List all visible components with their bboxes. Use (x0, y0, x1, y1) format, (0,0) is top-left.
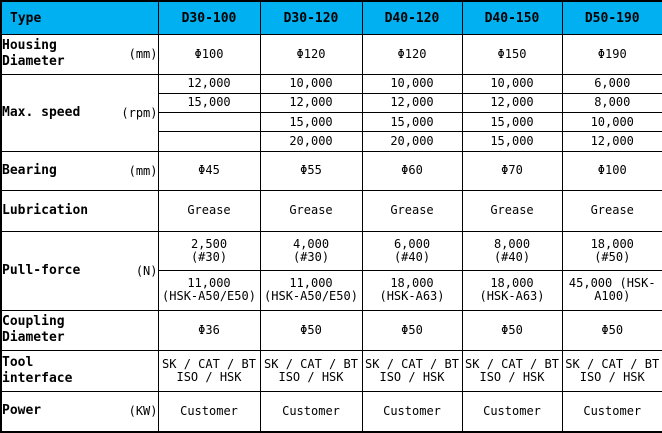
speed-value: 15,000 (462, 113, 562, 132)
housing-value: Φ190 (562, 35, 662, 75)
lubrication-value: Grease (562, 191, 662, 232)
speed-value (158, 132, 260, 151)
coupling-label-line1: Coupling (2, 314, 65, 330)
coupling-value: Φ50 (362, 310, 462, 351)
speed-value: 12,000 (158, 74, 260, 93)
pull-force-spec: (HSK-A50/E50) (162, 289, 256, 304)
tool-interface-line2: ISO / HSK (176, 370, 242, 385)
bearing-unit: (mm) (128, 163, 158, 178)
tool-interface-cell (260, 351, 362, 392)
speed-value: 20,000 (362, 132, 462, 151)
power-label: Power (2, 403, 42, 419)
model-header: D30-120 (260, 1, 362, 35)
tool-interface-line1: SK / CAT / BT (365, 357, 459, 372)
model-header: D30-100 (158, 1, 260, 35)
power-value: Customer (462, 391, 562, 432)
lubrication-value: Grease (362, 191, 462, 232)
housing-label-line2: Diameter (2, 54, 65, 70)
tool-interface-row (1, 351, 662, 392)
pull-force-label: Pull-force (2, 262, 81, 278)
speed-value: 12,000 (562, 132, 662, 151)
pull-force-cell (260, 231, 362, 271)
max-speed-label: Max. speed (2, 104, 81, 120)
speed-value: 8,000 (562, 93, 662, 112)
header-row (1, 1, 662, 35)
pull-force-cell (158, 271, 260, 311)
speed-value: 15,000 (260, 113, 362, 132)
pull-force-spec: (HSK-A63) (479, 289, 545, 304)
coupling-label-cell (1, 310, 158, 351)
pull-force-value: 11,000 (187, 276, 231, 291)
pull-force-spec: (HSK-A50/E50) (264, 289, 358, 304)
pull-force-cell (562, 271, 662, 311)
speed-value: 6,000 (562, 74, 662, 93)
tool-interface-label-cell (1, 351, 158, 392)
speed-value: 12,000 (260, 93, 362, 112)
tool-interface-line1: SK / CAT / BT (465, 357, 559, 372)
coupling-row (1, 310, 662, 351)
tool-interface-line2: ISO / HSK (579, 370, 645, 385)
pull-force-cell (562, 231, 662, 271)
pull-force-value: 8,000 (493, 236, 531, 251)
pull-force-value: 18,000 (390, 276, 434, 291)
housing-value: Φ120 (260, 35, 362, 75)
lubrication-value: Grease (158, 191, 260, 232)
model-header: D50-190 (562, 1, 662, 35)
housing-value: Φ120 (362, 35, 462, 75)
max-speed-unit: (rpm) (121, 105, 158, 120)
bearing-value: Φ70 (462, 151, 562, 191)
pull-force-cell (362, 231, 462, 271)
bearing-value: Φ55 (260, 151, 362, 191)
coupling-value: Φ50 (462, 310, 562, 351)
pull-force-row (1, 231, 662, 271)
pull-force-spec: (#40) (493, 249, 531, 264)
speed-value: 10,000 (260, 74, 362, 93)
pull-force-cell (158, 231, 260, 271)
bearing-value: Φ45 (158, 151, 260, 191)
model-header: D40-150 (462, 1, 562, 35)
lubrication-label-cell (1, 191, 158, 232)
pull-force-value: 2,500 (190, 236, 228, 251)
power-value: Customer (362, 391, 462, 432)
pull-force-spec: (#30) (190, 249, 228, 264)
tool-interface-line2: ISO / HSK (278, 370, 344, 385)
speed-value: 15,000 (462, 132, 562, 151)
pull-force-cell (260, 271, 362, 311)
tool-interface-cell (462, 351, 562, 392)
coupling-value: Φ50 (260, 310, 362, 351)
speed-value (158, 113, 260, 132)
tool-interface-line1: SK / CAT / BT (264, 357, 358, 372)
bearing-label-cell (1, 151, 158, 191)
max-speed-label-cell (1, 74, 158, 151)
bearing-row (1, 151, 662, 191)
coupling-value: Φ50 (562, 310, 662, 351)
pull-force-value: 4,000 (292, 236, 330, 251)
speed-value: 10,000 (362, 74, 462, 93)
lubrication-value: Grease (260, 191, 362, 232)
pull-force-spec: (#30) (292, 249, 330, 264)
housing-value: Φ100 (158, 35, 260, 75)
speed-value: 10,000 (562, 113, 662, 132)
power-value: Customer (158, 391, 260, 432)
bearing-value: Φ60 (362, 151, 462, 191)
bearing-label: Bearing (2, 162, 57, 178)
power-label-cell (1, 391, 158, 432)
tool-interface-line2: ISO / HSK (379, 370, 445, 385)
tool-interface-cell (362, 351, 462, 392)
pull-force-value: 18,000 (590, 236, 634, 251)
lubrication-row (1, 191, 662, 232)
tool-interface-line2: ISO / HSK (479, 370, 545, 385)
pull-force-cell (462, 271, 562, 311)
tool-interface-line1: SK / CAT / BT (162, 357, 256, 372)
pull-force-spec: A100) (594, 289, 631, 304)
speed-value: 15,000 (362, 113, 462, 132)
speed-value: 12,000 (362, 93, 462, 112)
lubrication-value: Grease (462, 191, 562, 232)
speed-value: 10,000 (462, 74, 562, 93)
tool-interface-label-line1: Tool (2, 355, 34, 371)
pull-force-unit: (N) (135, 263, 158, 278)
pull-force-spec: (HSK-A63) (379, 289, 445, 304)
tool-interface-label-line2: interface (2, 371, 73, 387)
pull-force-value: 6,000 (393, 236, 431, 251)
tool-interface-cell (158, 351, 260, 392)
tool-interface-line1: SK / CAT / BT (565, 357, 660, 372)
model-header: D40-120 (362, 1, 462, 35)
coupling-label-line2: Diameter (2, 330, 65, 346)
tool-interface-cell (562, 351, 662, 392)
housing-value: Φ150 (462, 35, 562, 75)
power-value: Customer (260, 391, 362, 432)
coupling-value: Φ36 (158, 310, 260, 351)
pull-force-value: 11,000 (289, 276, 333, 291)
pull-force-value: 18,000 (490, 276, 534, 291)
pull-force-cell (362, 271, 462, 311)
housing-unit: (mm) (128, 47, 158, 62)
housing-label-line1: Housing (2, 38, 57, 54)
housing-label-cell (1, 35, 158, 75)
power-value: Customer (562, 391, 662, 432)
max-speed-row (1, 74, 662, 93)
speed-value: 15,000 (158, 93, 260, 112)
pull-force-cell (462, 231, 562, 271)
pull-force-label-cell (1, 231, 158, 310)
power-row (1, 391, 662, 432)
housing-row (1, 35, 662, 75)
bearing-value: Φ100 (562, 151, 662, 191)
pull-force-spec: (#40) (393, 249, 431, 264)
type-header: Type (1, 1, 158, 35)
power-unit: (KW) (128, 404, 158, 419)
pull-force-value: 45,000 (HSK- (568, 276, 656, 291)
speed-value: 12,000 (462, 93, 562, 112)
lubrication-label: Lubrication (2, 202, 89, 218)
speed-value: 20,000 (260, 132, 362, 151)
pull-force-spec: (#50) (594, 249, 631, 264)
